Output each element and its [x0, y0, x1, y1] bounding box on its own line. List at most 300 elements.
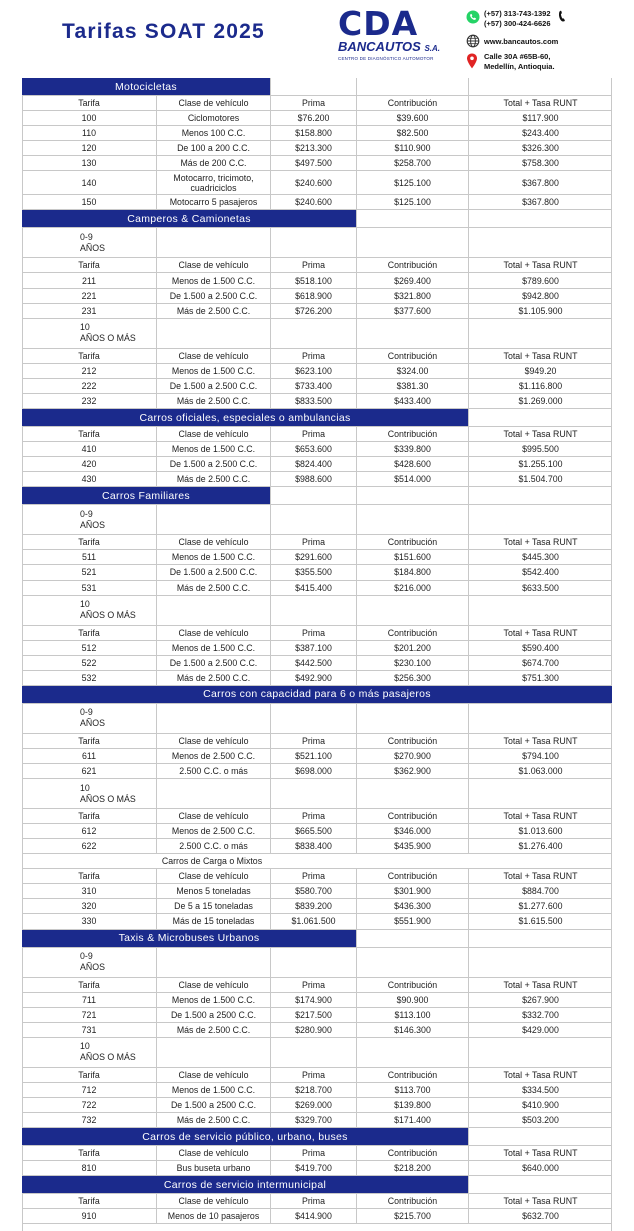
cell-total: $1.255.100 — [468, 457, 612, 471]
header-tarifa: Tarifa — [78, 1196, 100, 1207]
cell-prima: $618.900 — [270, 289, 356, 303]
cell-prima: $329.700 — [270, 1113, 356, 1127]
cell-prima: $665.500 — [270, 824, 356, 838]
header-clase: Clase de vehículo — [156, 1194, 270, 1208]
cell-clase: Menos de 10 pasajeros — [156, 1209, 270, 1223]
header-clase: Clase de vehículo — [156, 626, 270, 640]
cell-total: $542.400 — [468, 565, 612, 579]
section-header-row — [22, 930, 612, 948]
logo-suffix: S.A. — [424, 44, 441, 53]
cell-clase: Ciclomotores — [156, 111, 270, 125]
header-clase: Clase de vehículo — [156, 809, 270, 823]
empty-cell — [356, 210, 468, 227]
section-header-row — [22, 210, 612, 228]
column-header-row — [22, 349, 612, 364]
header-tarifa: Tarifa — [78, 98, 100, 108]
cell-prima: $217.500 — [270, 1008, 356, 1022]
header-total: Total + Tasa RUNT — [468, 626, 612, 640]
empty-cell — [156, 319, 270, 348]
table-row — [22, 884, 612, 899]
cell-tarifa: 721 — [81, 1009, 97, 1020]
table-row — [22, 442, 612, 457]
table-row — [22, 364, 612, 379]
cell-contribucion: $256.300 — [356, 671, 468, 685]
cell-contribucion: $270.900 — [356, 749, 468, 763]
cell-tarifa: 120 — [81, 143, 97, 154]
empty-cell — [468, 487, 612, 504]
empty-cell — [468, 409, 612, 426]
cell-tarifa: 232 — [81, 395, 97, 406]
empty-cell — [356, 948, 468, 977]
age-group-line: 0-9 AÑOS — [80, 231, 105, 253]
column-header-row — [22, 1146, 612, 1161]
header-total: Total + Tasa RUNT — [468, 96, 612, 110]
column-header-row — [22, 626, 612, 641]
age-group-line: 0-9 AÑOS — [80, 951, 105, 973]
cell-clase: Menos de 2.500 C.C. — [156, 749, 270, 763]
header-contribucion: Contribución — [356, 96, 468, 110]
empty-cell — [270, 596, 356, 625]
cell-total: $1.063.000 — [468, 764, 612, 778]
cell-clase: 2.500 C.C. o más — [156, 764, 270, 778]
section-header-row — [22, 409, 612, 427]
header-prima: Prima — [270, 869, 356, 883]
section-title: Carros de servicio intermunicipal — [22, 1176, 468, 1193]
table-row — [22, 171, 612, 195]
cell-tarifa: 150 — [81, 197, 97, 208]
table-row — [22, 656, 612, 671]
phone-1[interactable]: (+57) 313-743-1392 — [484, 9, 551, 18]
cell-contribucion: $377.600 — [356, 304, 468, 318]
contact-phones — [484, 9, 551, 29]
empty-cell — [468, 779, 612, 808]
age-group-row — [22, 319, 612, 349]
age-group-row — [22, 596, 612, 626]
empty-cell — [468, 596, 612, 625]
globe-icon — [466, 34, 480, 48]
header-prima: Prima — [270, 1146, 356, 1160]
header-prima: Prima — [270, 535, 356, 549]
section-title: Carros de servicio público, urbano, buses — [22, 1128, 468, 1145]
cell-contribucion: $269.400 — [356, 273, 468, 287]
cell-total: $367.800 — [468, 171, 612, 194]
column-header-row — [22, 427, 612, 442]
cell-clase: Menos de 1.500 C.C. — [156, 273, 270, 287]
cell-total: $267.900 — [468, 993, 612, 1007]
cell-prima: $291.600 — [270, 550, 356, 564]
cell-tarifa: 621 — [81, 766, 97, 777]
column-header-row — [22, 96, 612, 111]
header-tarifa: Tarifa — [78, 1069, 100, 1080]
cell-prima: $833.500 — [270, 394, 356, 408]
cell-prima: $218.700 — [270, 1083, 356, 1097]
cell-tarifa: 511 — [81, 552, 97, 563]
table-row — [22, 764, 612, 779]
header-total: Total + Tasa RUNT — [468, 349, 612, 363]
cell-contribucion: $218.200 — [356, 1161, 468, 1175]
cell-total: $590.400 — [468, 641, 612, 655]
cell-prima: $240.600 — [270, 195, 356, 209]
empty-cell — [356, 505, 468, 534]
cell-prima: $521.100 — [270, 749, 356, 763]
table-row — [22, 304, 612, 319]
cell-tarifa: 130 — [81, 158, 97, 169]
header-total: Total + Tasa RUNT — [468, 535, 612, 549]
header-clase: Clase de vehículo — [156, 96, 270, 110]
header-contribucion: Contribución — [356, 1068, 468, 1082]
age-group-row — [22, 704, 612, 734]
cell-tarifa: 522 — [81, 657, 97, 668]
cell-contribucion: $436.300 — [356, 899, 468, 913]
header-contribucion: Contribución — [356, 1146, 468, 1160]
table-row — [22, 1023, 612, 1038]
cell-clase: De 1.500 a 2.500 C.C. — [156, 457, 270, 471]
cell-contribucion: $514.000 — [356, 472, 468, 486]
cell-clase: De 5 a 15 toneladas — [156, 899, 270, 913]
cell-clase: Menos de 1.500 C.C. — [156, 993, 270, 1007]
cell-contribucion: $301.900 — [356, 884, 468, 898]
age-group-label — [22, 1038, 156, 1067]
empty-cell — [270, 1038, 356, 1067]
cell-contribucion: $381.30 — [356, 379, 468, 393]
cell-total: $332.700 — [468, 1008, 612, 1022]
cell-tarifa: 611 — [81, 750, 97, 761]
cell-prima: $414.900 — [270, 1209, 356, 1223]
address-line-1: Calle 30A #65B-60, — [484, 52, 551, 61]
empty-cell — [356, 704, 468, 733]
logo-brand: CDA — [338, 4, 419, 43]
cell-prima: $497.500 — [270, 156, 356, 170]
table-row — [22, 1083, 612, 1098]
header-prima: Prima — [270, 258, 356, 272]
cell-clase: Más de 2.500 C.C. — [156, 304, 270, 318]
cell-prima: $387.100 — [270, 641, 356, 655]
header-contribucion: Contribución — [356, 734, 468, 748]
cell-prima: $213.300 — [270, 141, 356, 155]
empty-cell — [270, 78, 356, 95]
age-group-label — [22, 505, 156, 534]
cell-clase: De 1.500 a 2.500 C.C. — [156, 289, 270, 303]
cell-total: $751.300 — [468, 671, 612, 685]
table-row — [22, 565, 612, 580]
empty-cell — [270, 228, 356, 257]
cell-contribucion: $230.100 — [356, 656, 468, 670]
cell-contribucion: $321.800 — [356, 289, 468, 303]
column-header-row — [22, 258, 612, 273]
cell-contribucion: $346.000 — [356, 824, 468, 838]
subgroup-label-row — [22, 854, 612, 869]
header-total: Total + Tasa RUNT — [468, 869, 612, 883]
cell-total: $1.116.800 — [468, 379, 612, 393]
column-header-row — [22, 978, 612, 993]
age-group-line: 10 AÑOS O MÁS — [80, 782, 136, 804]
cell-prima: $839.200 — [270, 899, 356, 913]
table-row — [22, 993, 612, 1008]
header-clase: Clase de vehículo — [156, 427, 270, 441]
cell-prima: $824.400 — [270, 457, 356, 471]
table-row — [22, 839, 612, 854]
cell-tarifa: 231 — [81, 305, 97, 316]
address-line-2: Medellín, Antioquia. — [484, 62, 555, 71]
column-header-row — [22, 809, 612, 824]
table-row — [22, 1098, 612, 1113]
cell-tarifa: 731 — [81, 1024, 97, 1035]
empty-cell — [356, 930, 468, 947]
cell-clase: Más de 2.500 C.C. — [156, 1023, 270, 1037]
empty-cell — [468, 210, 612, 227]
cell-total: $942.800 — [468, 289, 612, 303]
header-contribucion: Contribución — [356, 869, 468, 883]
cell-tarifa: 531 — [81, 582, 97, 593]
section-header-row — [22, 78, 612, 96]
cell-clase: 2.500 C.C. o más — [156, 839, 270, 853]
header-contribucion: Contribución — [356, 1194, 468, 1208]
cell-total: $949.20 — [468, 364, 612, 378]
header-tarifa: Tarifa — [78, 429, 100, 440]
age-group-row — [22, 505, 612, 535]
cell-total: $326.300 — [468, 141, 612, 155]
section-header-row — [22, 1128, 612, 1146]
cell-prima: $698.000 — [270, 764, 356, 778]
empty-cell — [356, 228, 468, 257]
cell-clase: Menos de 2.500 C.C. — [156, 824, 270, 838]
cell-total: $1.269.000 — [468, 394, 612, 408]
empty-cell — [468, 1128, 612, 1145]
header-contribucion: Contribución — [356, 427, 468, 441]
cell-contribucion: $171.400 — [356, 1113, 468, 1127]
header-tarifa: Tarifa — [78, 979, 100, 990]
cell-contribucion: $110.900 — [356, 141, 468, 155]
age-group-label — [22, 228, 156, 257]
header-contribucion: Contribución — [356, 978, 468, 992]
table-row — [22, 1161, 612, 1176]
logo-name — [338, 40, 444, 55]
section-title: Carros oficiales, especiales o ambulancias — [22, 409, 468, 426]
cell-prima: $1.061.500 — [270, 914, 356, 928]
empty-cell — [270, 948, 356, 977]
age-group-line: 10 AÑOS O MÁS — [80, 1041, 136, 1063]
header-contribucion: Contribución — [356, 258, 468, 272]
cell-clase: De 1.500 a 2.500 C.C. — [156, 656, 270, 670]
cell-tarifa: 211 — [81, 275, 97, 286]
cell-prima: $158.800 — [270, 126, 356, 140]
age-group-row — [22, 1038, 612, 1068]
section-title: Motocicletas — [22, 78, 270, 95]
cell-clase: Más de 15 toneladas — [156, 914, 270, 928]
table-row — [22, 581, 612, 596]
table-row — [22, 394, 612, 409]
cell-contribucion: $362.900 — [356, 764, 468, 778]
location-pin-icon — [466, 53, 478, 69]
cell-contribucion: $90.900 — [356, 993, 468, 1007]
header-total: Total + Tasa RUNT — [468, 809, 612, 823]
cell-total: $503.200 — [468, 1113, 612, 1127]
cell-prima: $988.600 — [270, 472, 356, 486]
header-clase: Clase de vehículo — [156, 869, 270, 883]
cell-total: $1.013.600 — [468, 824, 612, 838]
table-row — [22, 156, 612, 171]
cell-clase: Menos 100 C.C. — [156, 126, 270, 140]
empty-cell — [468, 505, 612, 534]
cell-total: $334.500 — [468, 1083, 612, 1097]
cell-tarifa: 430 — [81, 474, 97, 485]
cell-contribucion: $216.000 — [356, 581, 468, 595]
cell-tarifa: 732 — [81, 1115, 97, 1126]
header-contribucion: Contribución — [356, 349, 468, 363]
table-row — [22, 126, 612, 141]
empty-cell — [468, 228, 612, 257]
table-row — [22, 641, 612, 656]
cell-total: $429.000 — [468, 1023, 612, 1037]
cell-clase: Más de 2.500 C.C. — [156, 1113, 270, 1127]
table-row — [22, 914, 612, 929]
cell-prima: $76.200 — [270, 111, 356, 125]
table-row — [22, 457, 612, 472]
website-link[interactable]: www.bancautos.com — [484, 37, 559, 46]
logo-name-text: BANCAUTOS — [338, 39, 421, 54]
cell-prima: $492.900 — [270, 671, 356, 685]
header — [0, 0, 634, 78]
cell-tarifa: 711 — [81, 994, 97, 1005]
cell-prima: $269.000 — [270, 1098, 356, 1112]
cell-total: $445.300 — [468, 550, 612, 564]
cell-tarifa: 330 — [81, 916, 97, 927]
contact-address — [484, 52, 555, 72]
column-header-row — [22, 1194, 612, 1209]
empty-cell — [356, 319, 468, 348]
cell-contribucion: $139.800 — [356, 1098, 468, 1112]
phone-2[interactable]: (+57) 300-424-6626 — [484, 19, 551, 28]
cell-tarifa: 622 — [81, 841, 97, 852]
cell-clase: Más de 2.500 C.C. — [156, 394, 270, 408]
cell-tarifa: 532 — [81, 672, 97, 683]
empty-cell — [156, 596, 270, 625]
cell-clase: Más de 2.500 C.C. — [156, 472, 270, 486]
subgroup-label: Carros de Carga o Mixtos — [161, 856, 263, 867]
cell-total: $758.300 — [468, 156, 612, 170]
header-tarifa: Tarifa — [78, 811, 100, 822]
cell-clase: Menos de 1.500 C.C. — [156, 442, 270, 456]
table-row — [22, 1008, 612, 1023]
table-row — [22, 472, 612, 487]
cell-clase: De 100 a 200 C.C. — [156, 141, 270, 155]
empty-cell — [468, 1038, 612, 1067]
cell-total: $789.600 — [468, 273, 612, 287]
age-group-line: 0-9 AÑOS — [80, 508, 105, 530]
cell-clase: De 1.500 a 2.500 C.C. — [156, 379, 270, 393]
company-logo — [338, 4, 444, 66]
header-prima: Prima — [270, 349, 356, 363]
cell-tarifa: 420 — [81, 459, 97, 470]
empty-cell — [468, 319, 612, 348]
header-prima: Prima — [270, 1068, 356, 1082]
cell-tarifa: 410 — [81, 444, 97, 455]
empty-cell — [156, 779, 270, 808]
cell-prima: $838.400 — [270, 839, 356, 853]
cell-prima: $280.900 — [270, 1023, 356, 1037]
empty-cell — [468, 78, 612, 95]
cell-tarifa: 222 — [81, 380, 97, 391]
cell-prima: $580.700 — [270, 884, 356, 898]
age-group-row — [22, 779, 612, 809]
header-prima: Prima — [270, 734, 356, 748]
header-tarifa: Tarifa — [78, 871, 100, 882]
cell-total: $995.500 — [468, 442, 612, 456]
header-clase: Clase de vehículo — [156, 1146, 270, 1160]
header-contribucion: Contribución — [356, 626, 468, 640]
empty-cell — [468, 948, 612, 977]
cell-prima: $355.500 — [270, 565, 356, 579]
cell-total: $1.277.600 — [468, 899, 612, 913]
header-total: Total + Tasa RUNT — [468, 734, 612, 748]
cell-tarifa: 712 — [81, 1084, 97, 1095]
cell-clase: Motocarro, tricimoto, cuadriciclos — [156, 171, 270, 194]
cell-contribucion: $324.00 — [356, 364, 468, 378]
header-prima: Prima — [270, 427, 356, 441]
header-prima: Prima — [270, 96, 356, 110]
table-row — [22, 1113, 612, 1128]
header-clase: Clase de vehículo — [156, 734, 270, 748]
cell-contribucion: $151.600 — [356, 550, 468, 564]
header-total: Total + Tasa RUNT — [468, 1146, 612, 1160]
cell-total: $1.615.500 — [468, 914, 612, 928]
cell-clase: Más de 200 C.C. — [156, 156, 270, 170]
cell-clase: De 1.500 a 2.500 C.C. — [156, 565, 270, 579]
empty-cell — [270, 704, 356, 733]
cell-contribucion: $39.600 — [356, 111, 468, 125]
cell-clase: Más de 2.500 C.C. — [156, 581, 270, 595]
cell-prima: $726.200 — [270, 304, 356, 318]
empty-cell — [156, 704, 270, 733]
cell-contribucion: $113.100 — [356, 1008, 468, 1022]
column-header-row — [22, 869, 612, 884]
cell-contribucion: $258.700 — [356, 156, 468, 170]
empty-cell — [356, 487, 468, 504]
age-group-label — [22, 596, 156, 625]
cell-prima: $174.900 — [270, 993, 356, 1007]
page-title: Tarifas SOAT 2025 — [62, 20, 265, 43]
empty-cell — [270, 505, 356, 534]
table-row — [22, 550, 612, 565]
header-clase: Clase de vehículo — [156, 978, 270, 992]
cell-tarifa: 221 — [81, 290, 97, 301]
table-row — [22, 141, 612, 156]
table-row — [22, 671, 612, 686]
table-row — [22, 1209, 612, 1224]
header-contribucion: Contribución — [356, 809, 468, 823]
header-tarifa: Tarifa — [78, 735, 100, 746]
cell-tarifa: 521 — [81, 567, 97, 578]
cell-total: $243.400 — [468, 126, 612, 140]
table-row — [22, 289, 612, 304]
cell-prima: $415.400 — [270, 581, 356, 595]
header-prima: Prima — [270, 626, 356, 640]
section-title: Camperos & Camionetas — [22, 210, 356, 227]
age-group-label — [22, 948, 156, 977]
table-row — [22, 273, 612, 288]
empty-cell — [468, 704, 612, 733]
table-row — [22, 379, 612, 394]
cell-tarifa: 320 — [81, 901, 97, 912]
header-prima: Prima — [270, 809, 356, 823]
cell-clase: Menos de 1.500 C.C. — [156, 364, 270, 378]
empty-cell — [156, 228, 270, 257]
whatsapp-icon — [466, 10, 480, 24]
cell-prima: $518.100 — [270, 273, 356, 287]
age-group-line: 0-9 AÑOS — [80, 707, 105, 729]
section-title: Carros Familiares — [22, 487, 270, 504]
cell-clase: Menos de 1.500 C.C. — [156, 550, 270, 564]
